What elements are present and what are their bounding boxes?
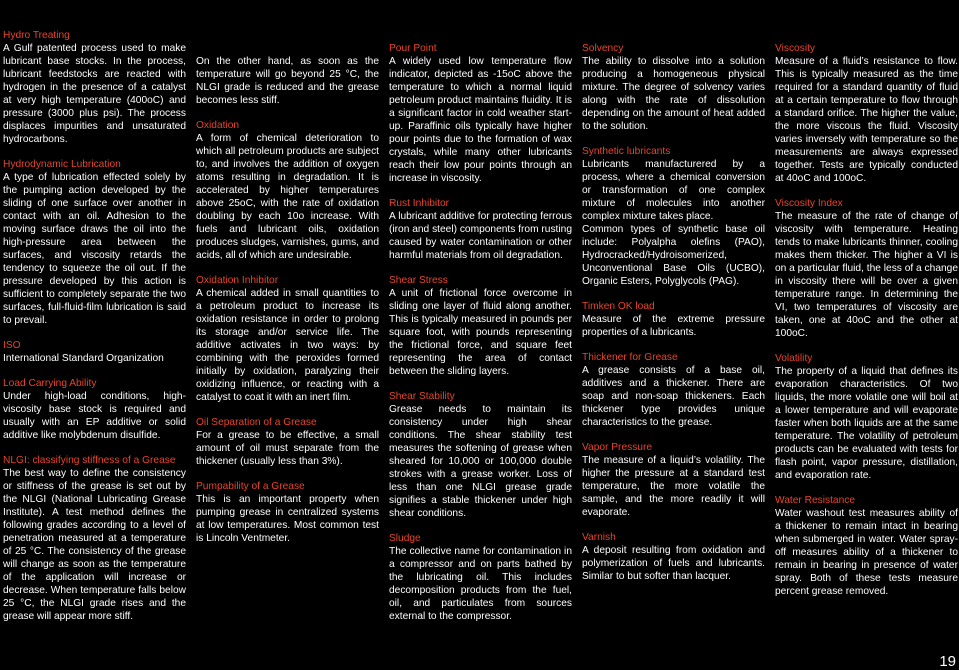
glossary-entry-oil-separation	[196, 416, 379, 468]
glossary-column-5	[775, 42, 958, 598]
term-definition: A lubricant additive for protecting ferrous (iron and steel) components from rusting caused by water contamination or other harmful materials from oil degradation.	[389, 211, 572, 261]
term-heading: Water Resistance	[775, 495, 856, 506]
term-heading: Pumpability of a Grease	[196, 481, 305, 492]
term-heading: Viscosity Index	[775, 198, 843, 209]
glossary-entry-viscosity-index	[775, 197, 958, 340]
glossary-entry-vapor-pressure	[582, 441, 765, 519]
glossary-column-4	[582, 42, 765, 583]
glossary-entry-hydro-treating	[3, 29, 186, 146]
term-heading: Oxidation Inhibitor	[196, 275, 279, 286]
glossary-entry-water-resistance	[775, 494, 958, 598]
term-definition: This is an important property when pumping grease in centralized systems at low temperatures. Most common test is Lincoln Ventmeter.	[196, 494, 379, 544]
glossary-entry-varnish	[582, 531, 765, 583]
glossary-entry-solvency	[582, 42, 765, 133]
term-heading: Shear Stability	[389, 391, 455, 402]
glossary-entry-synthetic-lubricants	[582, 145, 765, 288]
term-heading: Oxidation	[196, 120, 240, 131]
glossary-entry-sludge	[389, 532, 572, 623]
term-heading: Rust Inhibitor	[389, 198, 450, 209]
glossary-entry-oxidation	[196, 119, 379, 262]
term-heading: Hydrodynamic Lubrication	[3, 159, 121, 170]
term-definition: Common types of synthetic base oil include: Polyalpha olefins (PAO), Hydrocracked/Hydroisomerized, Unconventional Base Oils (UCBO), Organic Esters, Polyglycols (PAG).	[582, 224, 765, 287]
term-heading: Viscosity	[775, 43, 816, 54]
term-heading: Volatility	[775, 353, 813, 364]
term-definition: The best way to define the consistency or stiffness of the grease is set out by the NLGI (National Lubricating Grease Institute). A test method defines the following grades according to a level of penetration measured at a temperature of 25 °C. The consistency of the grease will change as soon as the temperature of the application will increase or decrease. When temperature falls below 25 °C, the NLGI grade rises and the grease will appear more stiff.	[3, 468, 186, 622]
term-heading: Varnish	[582, 532, 616, 543]
term-definition: The ability to dissolve into a solution producing a homogeneous physical mixture. The degree of solvency varies along with the rate of dissolution depending on the amount of heat added to the solution.	[582, 56, 765, 132]
term-heading: Thickener for Grease	[582, 352, 678, 363]
page-number: 19	[939, 653, 956, 670]
term-definition: Water washout test measures ability of a thickener to remain intact in bearing when submerged in water. Water spray-off measures ability of a thickener to remain in bearing in presence of water spray. Both of these tests measure percent grease removed.	[775, 508, 958, 597]
glossary-entry-nlgi-continued	[196, 55, 379, 107]
term-definition: The property of a liquid that defines its evaporation characteristics. Of two liquids, the more volatile one will boil at a lower temperature and will evaporate faster when both liquids are at the same temperature. The volatility of petroleum products can be evaluated with tests for flash point, vapor pressure, distillation, and evaporation rate.	[775, 366, 958, 481]
glossary-entry-rust-inhibitor	[389, 197, 572, 262]
term-heading: Vapor Pressure	[582, 442, 653, 453]
glossary-entry-oxidation-inhibitor	[196, 274, 379, 404]
glossary-entry-viscosity	[775, 42, 958, 185]
term-definition: A form of chemical deterioration to which all petroleum products are subject to, and involves the addition of oxygen atoms resulting in degradation. It is accelerated by higher temperatures above 25oC, with the rate of oxidation doubling by each 10o increase. With fuels and lubricant oils, oxidation produces sludges, varnishes, gums, and acids, all of which are undesirable.	[196, 133, 379, 261]
term-heading: Solvency	[582, 43, 624, 54]
glossary-entry-timken-ok-load	[582, 300, 765, 339]
term-heading: NLGI: classifying stiffness of a Grease	[3, 455, 176, 466]
term-definition: A grease consists of a base oil, additives and a thickener. There are soap and non-soap thickeners. Each thickener type provides unique characteristics to the grease.	[582, 365, 765, 428]
term-definition: The collective name for contamination in a compressor and on parts bathed by the lubricating oil. This includes decomposition products from the fuel, oil, and particulates from sources external to the compressor.	[389, 546, 572, 622]
term-heading: Sludge	[389, 533, 421, 544]
glossary-entry-pour-point	[389, 42, 572, 185]
term-heading: Hydro Treating	[3, 30, 70, 41]
term-definition: A type of lubrication effected solely by the pumping action developed by the sliding of one surface over another in contact with an oil. Adhesion to the moving surface draws the oil into the high-pressure area between the surfaces, and viscosity retards the tendency to squeeze the oil out. If the pressure developed by this action is sufficient to completely separate the two surfaces, full-fluid-film lubrication is said to prevail.	[3, 172, 186, 326]
glossary-entry-volatility	[775, 352, 958, 482]
term-heading: Shear Stress	[389, 275, 448, 286]
term-heading: Timken OK load	[582, 301, 655, 312]
term-definition: Measure of the extreme pressure properties of a lubricants.	[582, 314, 765, 338]
term-definition: The measure of a liquid’s volatility. The higher the pressure at a standard test temperature, the more volatile the sample, and the more readily it will evaporate.	[582, 455, 765, 518]
term-definition: The measure of the rate of change of viscosity with temperature. Heating tends to make lubricants thinner, cooling makes them thicker. The higher a VI is on a particular fluid, the less of a change in viscosity there will be over a given temperature range. In determining the VI, two temperatures of viscosity are taken, one at 40oC and the other at 100oC.	[775, 211, 958, 339]
glossary-column-1	[3, 29, 186, 623]
term-definition: International Standard Organization	[3, 353, 164, 364]
glossary-entry-thickener	[582, 351, 765, 429]
term-definition: For a grease to be effective, a small amount of oil must separate from the thickener (usually less than 3%).	[196, 430, 379, 467]
term-heading: Oil Separation of a Grease	[196, 417, 317, 428]
term-definition: A deposit resulting from oxidation and polymerization of fuels and lubricants. Similar to but softer than lacquer.	[582, 545, 765, 582]
glossary-entry-shear-stability	[389, 390, 572, 520]
glossary-entry-pumpability	[196, 480, 379, 545]
glossary-entry-shear-stress	[389, 274, 572, 378]
term-definition: Measure of a fluid’s resistance to flow. This is typically measured as the time required for a standard quantity of fluid at a certain temperature to flow through a standard orifice. The higher the value, the more viscous the fluid. Viscosity varies inversely with temperature so the measurements are always expressed together. Tests are typically conducted at 40oC and 100oC.	[775, 56, 958, 184]
glossary-entry-hydrodynamic-lubrication	[3, 158, 186, 327]
term-heading: Load Carrying Ability	[3, 378, 97, 389]
glossary-entry-nlgi	[3, 454, 186, 623]
glossary-entry-load-carrying-ability	[3, 377, 186, 442]
term-definition: Grease needs to maintain its consistency under high shear conditions. The shear stability test measures the softening of grease when sheared for 10,000 or 100,000 double strokes with a grease worker. Loss of less than one NLGI grease grade signifies a stable thickener under high shear conditions.	[389, 404, 572, 519]
term-definition: On the other hand, as soon as the temperature will go beyond 25 °C, the NLGI grade is reduced and the grease becomes less stiff.	[196, 56, 379, 106]
term-heading: ISO	[3, 340, 21, 351]
term-heading: Pour Point	[389, 43, 437, 54]
term-definition: A Gulf patented process used to make lubricant base stocks. In the process, lubricant feedstocks are reacted with hydrogen in the presence of a catalyst at very high temperature (400oC) and pressure (3000 plus psi). The process displaces impurities and unsaturated hydrocarbons.	[3, 43, 186, 145]
term-definition: A chemical added in small quantities to a petroleum product to increase its oxidation resistance in order to prolong its storage and/or service life. The additive activates in two ways: by combining with the peroxides formed initially by oxidation, paralyzing their oxidizing influence, or reacting with a catalyst to coat it with an inert film.	[196, 288, 379, 403]
glossary-column-3	[389, 42, 572, 623]
term-definition: A widely used low temperature flow indicator, depicted as -15oC above the temperature to which a normal liquid petroleum product maintains fluidity. It is a significant factor in cold weather start-up. Paraffinic oils typically have higher pour points due to the formation of wax crystals, while many other lubricants reach their low pour points through an increase in viscosity.	[389, 56, 572, 184]
term-heading: Synthetic lubricants	[582, 146, 671, 157]
glossary-entry-iso	[3, 339, 186, 365]
glossary-column-2	[196, 55, 379, 545]
term-definition: A unit of frictional force overcome in sliding one layer of fluid along another. This is typically measured in pounds per square foot, with pounds representing the frictional force, and square feet representing the area of contact between the sliding layers.	[389, 288, 572, 377]
term-definition: Lubricants manufacturered by a process, where a chemical conversion or transformation of one complex mixture of molecules into another complex mixture takes place.	[582, 159, 765, 222]
term-definition: Under high-load conditions, high-viscosity base stock is required and usually with an EP additive or solid additive like molybdenum disulfide.	[3, 391, 186, 441]
